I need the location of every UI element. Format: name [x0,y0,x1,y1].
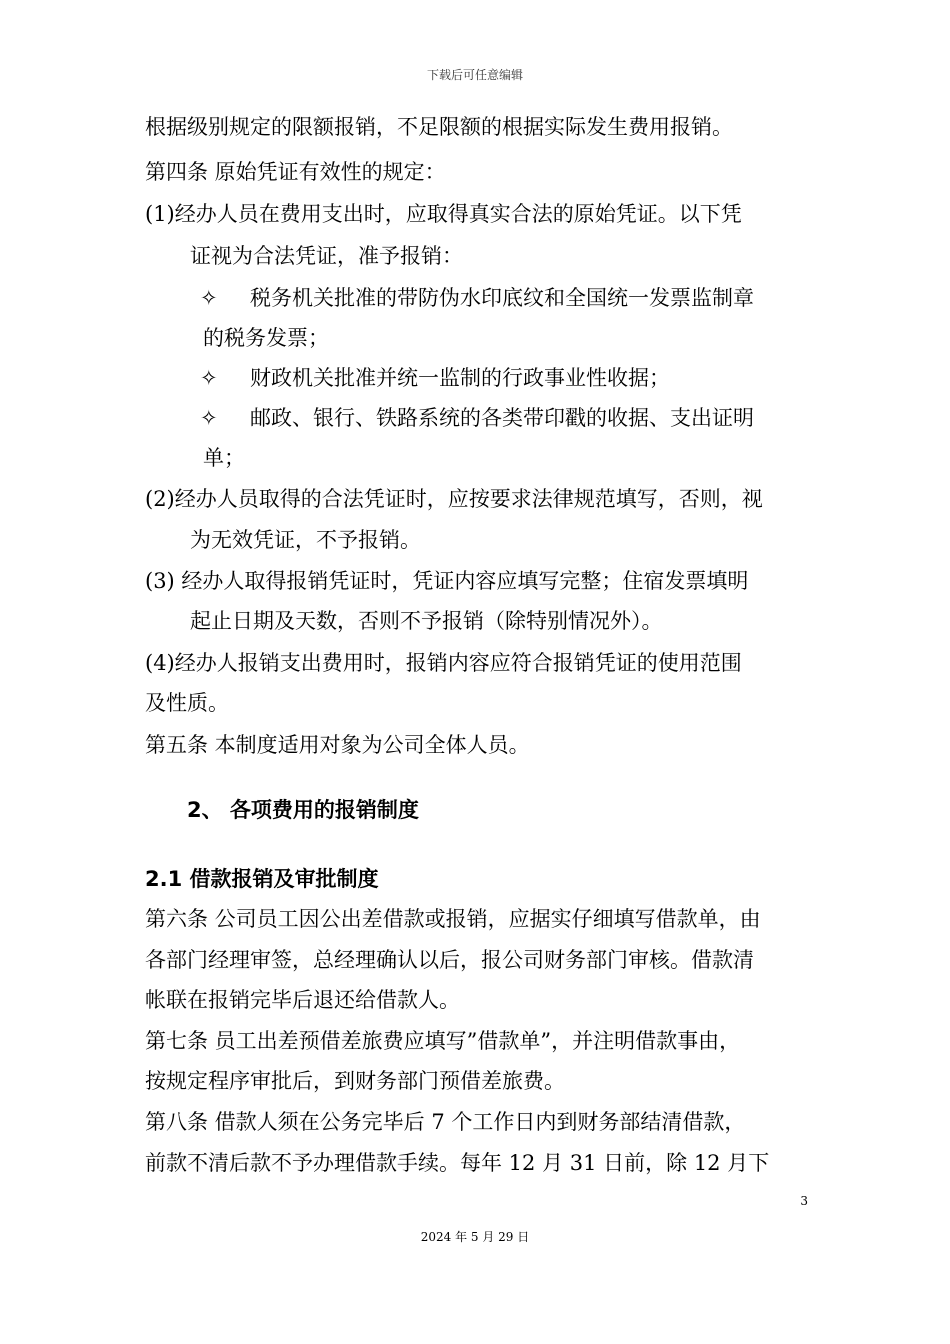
text-line: (4)经办人报销支出费用时，报销内容应符合报销凭证的使用范围 [145,651,742,675]
section-heading: 2、 各项费用的报销制度 [187,798,419,822]
article-4-title: 第四条 原始凭证有效性的规定： [145,160,446,184]
bullet-item [200,363,670,393]
page-number: 3 [800,1194,808,1208]
bullet-icon: ✧ [200,286,218,310]
text-line: 帐联在报销完毕后退还给借款人。 [145,988,460,1012]
page-header: 下载后可任意编辑 [426,68,523,82]
text-line: 按规定程序审批后，到财务部门预借差旅费。 [145,1069,565,1093]
text-line: 第八条 借款人须在公务完毕后 7 个工作日内到财务部结清借款， [145,1110,746,1134]
bullet-text: 财政机关批准并统一监制的行政事业性收据； [250,366,670,390]
text-line: 单； [203,446,245,470]
text-line: 第六条 公司员工因公出差借款或报销，应据实仔细填写借款单，由 [145,907,761,931]
footer-date: 2024 年 5 月 29 日 [420,1230,530,1244]
bullet-icon: ✧ [200,366,218,390]
text-line: 根据级别规定的限额报销，不足限额的根据实际发生费用报销。 [145,115,733,139]
bullet-text: 邮政、银行、铁路系统的各类带印戳的收据、支出证明 [250,406,754,430]
bullet-item [200,283,754,313]
bullet-text: 税务机关批准的带防伪水印底纹和全国统一发票监制章 [250,286,754,310]
subsection-heading: 2.1 借款报销及审批制度 [145,867,379,891]
text-line: 的税务发票； [203,326,329,350]
text-line: (1)经办人员在费用支出时，应取得真实合法的原始凭证。以下凭 [145,202,742,226]
article-5: 第五条 本制度适用对象为公司全体人员。 [145,733,530,757]
bullet-icon: ✧ [200,406,218,430]
text-line: 证视为合法凭证，准予报销： [190,244,463,268]
text-line: 起止日期及天数，否则不予报销（除特别情况外）。 [190,609,663,633]
text-line: 及性质。 [145,691,229,715]
text-line: 第七条 员工出差预借差旅费应填写”借款单”，并注明借款事由， [145,1029,741,1053]
text-line: (3) 经办人取得报销凭证时，凭证内容应填写完整；住宿发票填明 [145,569,749,593]
bullet-item [200,403,754,433]
text-line: 为无效凭证，不予报销。 [190,528,421,552]
text-line: (2)经办人员取得的合法凭证时，应按要求法律规范填写，否则，视 [145,487,763,511]
text-line: 前款不清后款不予办理借款手续。每年 12 月 31 日前，除 12 月下 [145,1151,770,1175]
text-line: 各部门经理审签，总经理确认以后，报公司财务部门审核。借款清 [145,948,754,972]
